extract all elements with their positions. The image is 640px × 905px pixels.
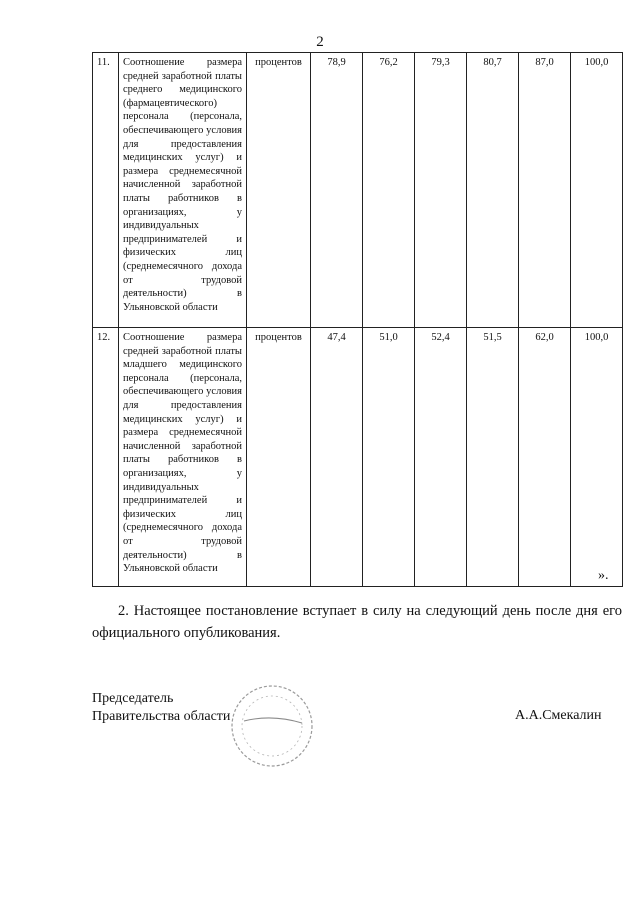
row-unit: процентов [247, 328, 311, 587]
row-unit: процентов [247, 53, 311, 328]
signatory-title-line2: Правительства области [92, 709, 231, 724]
row-value: 100,0 [571, 328, 623, 587]
row-description: Соотношение размера средней заработной платы среднего медицинского (фармацевтического) персонала (персонала, обеспечивающего условия для предоставления медицинских услуг) и размера среднемесячной начисленной заработной платы работников в организациях, у индивидуальных предпринимателей и физических лиц (среднемесячного дохода от трудовой деятельности) в Ульяновской области [119, 53, 247, 328]
signatory-title [92, 690, 230, 726]
row-value: 62,0 [519, 328, 571, 587]
effective-date-paragraph: 2. Настоящее постановление вступает в силу на следующий день после дня его официального опубликования. [92, 603, 622, 641]
row-value: 47,4 [311, 328, 363, 587]
signatory-name: А.А.Смекалин [515, 708, 602, 723]
indicators-table [92, 52, 623, 587]
row-value: 76,2 [363, 53, 415, 328]
page-number: 2 [316, 34, 324, 50]
row-value: 51,5 [467, 328, 519, 587]
row-value: 87,0 [519, 53, 571, 328]
row-value: 51,0 [363, 328, 415, 587]
row-description: Соотношение размера средней заработной платы младшего медицинского персонала (персонала, обеспечивающего условия для предоставления медицинских услуг) и размера среднемесячной начисленной заработной платы работников в организациях, у индивидуальных предпринимателей и физических лиц (среднемесячного дохода от трудовой деятельности) в Ульяновской области [119, 328, 247, 587]
row-number: 12. [93, 328, 119, 587]
row-value: 52,4 [415, 328, 467, 587]
table-row [93, 53, 623, 328]
signatory-title-line1: Председатель [92, 691, 174, 706]
row-value: 80,7 [467, 53, 519, 328]
row-number: 11. [93, 53, 119, 328]
row-value: 100,0 [571, 53, 623, 328]
row-value: 79,3 [415, 53, 467, 328]
row-value: 78,9 [311, 53, 363, 328]
table-row [93, 328, 623, 587]
closing-quote: ». [598, 568, 609, 583]
seal-stamp-icon [222, 676, 322, 776]
